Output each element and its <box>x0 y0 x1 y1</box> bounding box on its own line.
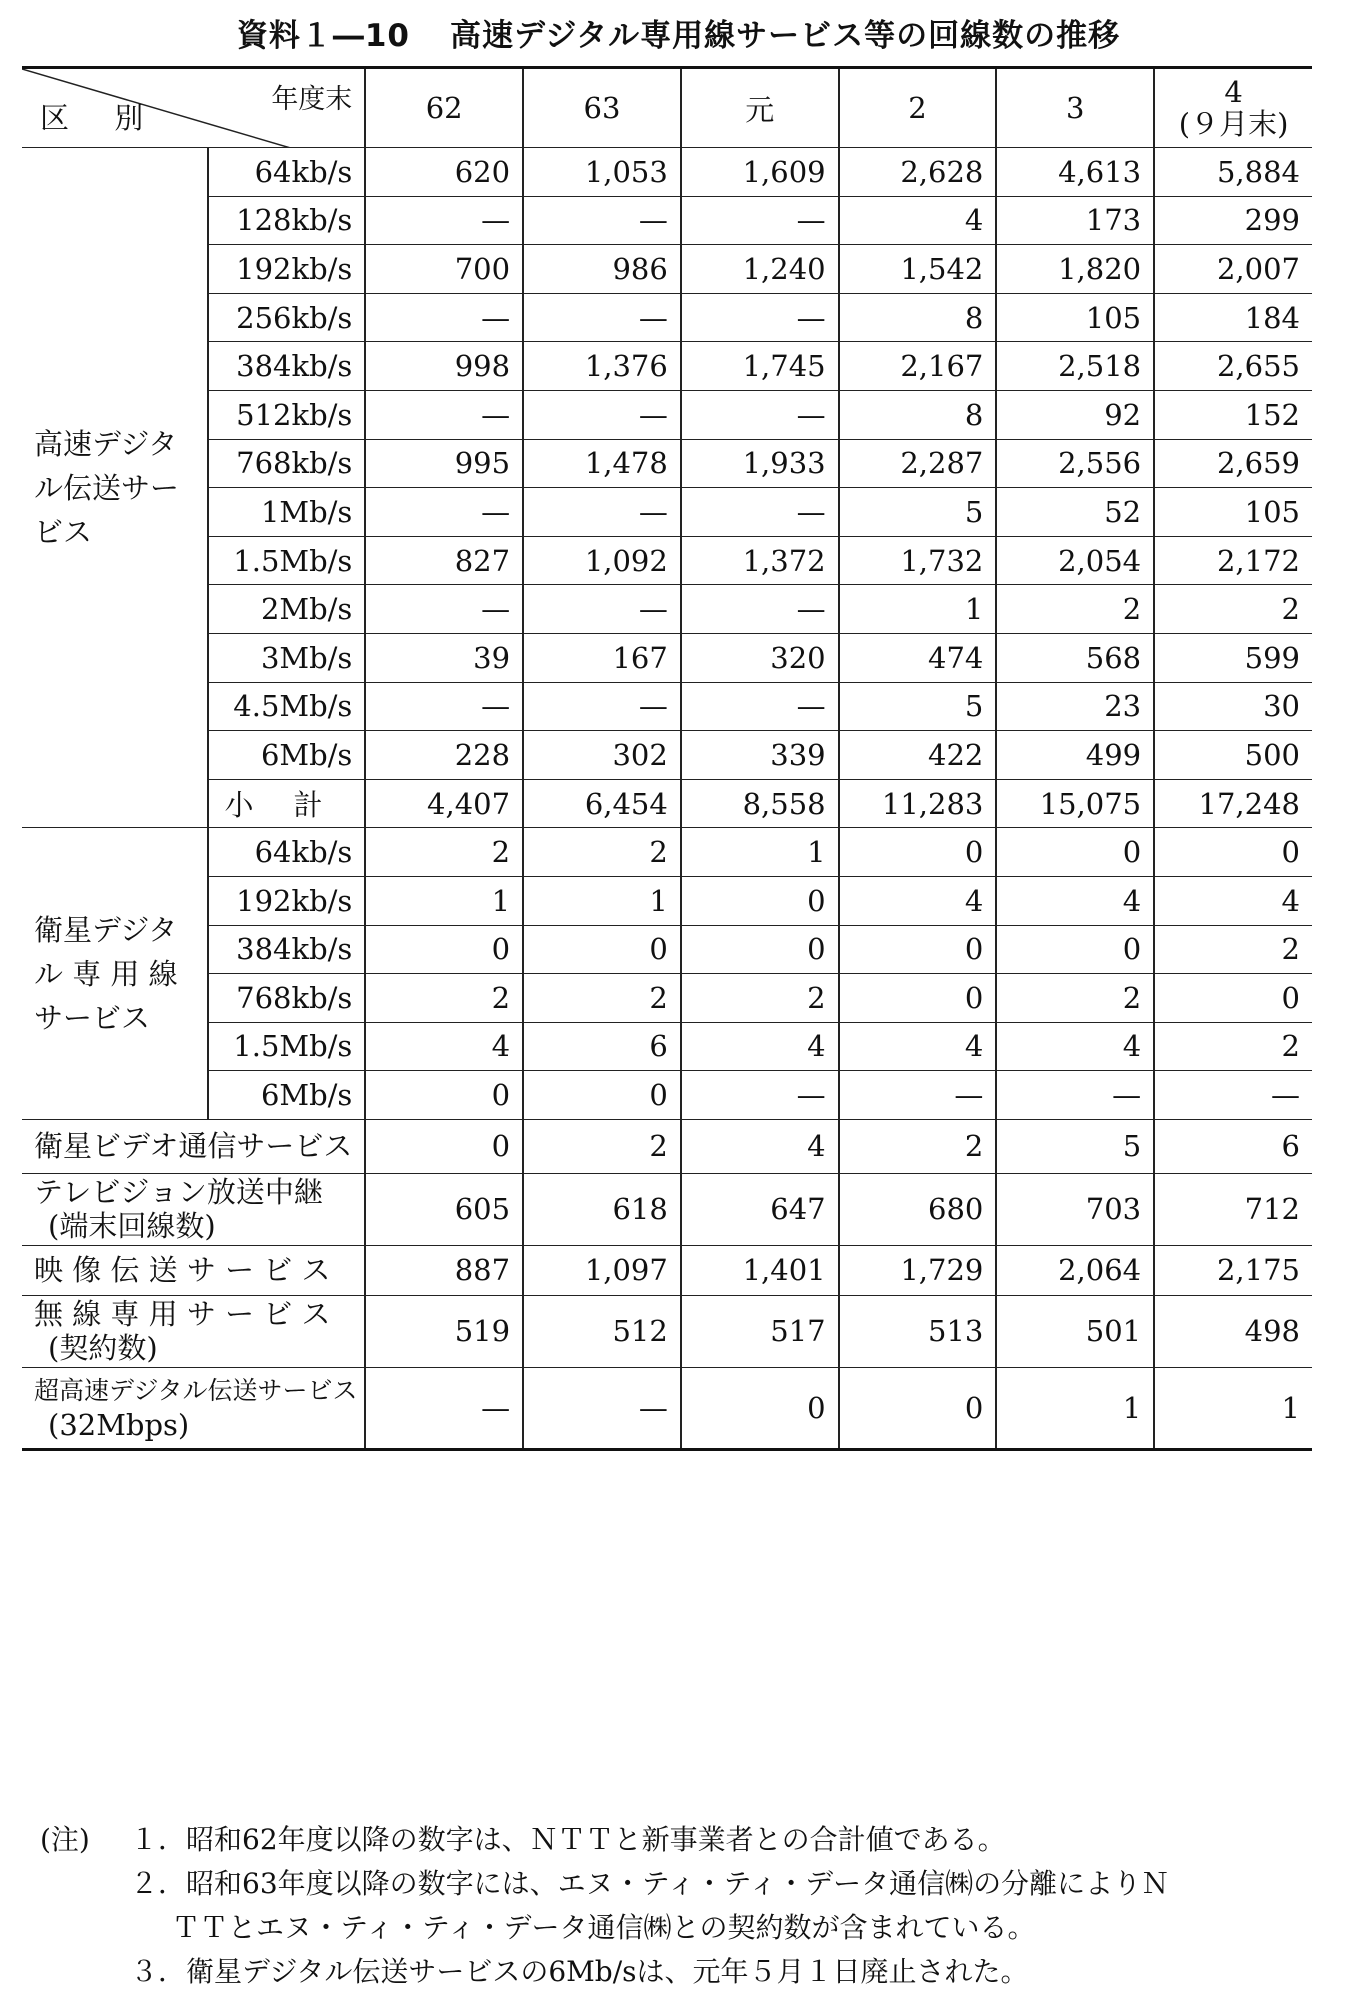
value-cell: 1 <box>839 585 997 634</box>
corner-cell <box>22 68 365 148</box>
rate-label: 256kb/s <box>208 293 366 342</box>
value-cell: — <box>523 390 681 439</box>
value-cell: 0 <box>996 828 1154 877</box>
value-cell: 4 <box>839 196 997 245</box>
value-cell: 2 <box>523 1119 681 1173</box>
value-cell: 52 <box>996 488 1154 537</box>
rate-label: 1.5Mb/s <box>208 1022 366 1071</box>
value-cell: 339 <box>681 731 839 780</box>
rate-label: 192kb/s <box>208 876 366 925</box>
value-cell: 2,518 <box>996 342 1154 391</box>
page-title <box>0 10 1357 55</box>
value-cell: 2 <box>839 1119 997 1173</box>
value-cell: — <box>365 682 523 731</box>
value-cell: 0 <box>839 925 997 974</box>
value-cell: 680 <box>839 1173 997 1245</box>
value-cell: 2,007 <box>1154 245 1312 294</box>
table-row <box>22 245 1312 294</box>
table-row <box>22 876 1312 925</box>
value-cell: 5 <box>839 682 997 731</box>
value-cell: 2 <box>1154 1022 1312 1071</box>
value-cell: — <box>523 682 681 731</box>
value-cell: 15,075 <box>996 779 1154 828</box>
value-cell: 2,628 <box>839 148 997 197</box>
value-cell: 1 <box>365 876 523 925</box>
table-row <box>22 536 1312 585</box>
value-cell: 1,401 <box>681 1245 839 1295</box>
table-row <box>22 293 1312 342</box>
value-cell: 618 <box>523 1173 681 1245</box>
value-cell: 995 <box>365 439 523 488</box>
service-row <box>22 1173 1312 1245</box>
value-cell: 5 <box>839 488 997 537</box>
value-cell: 2 <box>996 585 1154 634</box>
value-cell: — <box>523 585 681 634</box>
note-2: ２．昭和63年度以降の数字には、エヌ・ティ・ティ・データ通信㈱の分離によりＮ <box>130 1867 1170 1900</box>
value-cell: 5 <box>996 1119 1154 1173</box>
value-cell: — <box>365 390 523 439</box>
service-name: 無 線 専 用 サ ー ビ ス <box>34 1297 331 1332</box>
table-row <box>22 439 1312 488</box>
value-cell: 1 <box>996 1367 1154 1449</box>
value-cell: 0 <box>681 1367 839 1449</box>
rate-label: 512kb/s <box>208 390 366 439</box>
value-cell: 4 <box>839 876 997 925</box>
value-cell: 173 <box>996 196 1154 245</box>
value-cell: 2,556 <box>996 439 1154 488</box>
group-label-line: 高速デジタ <box>34 426 178 461</box>
value-cell: 1,478 <box>523 439 681 488</box>
service-label <box>22 1367 365 1449</box>
service-sub: (契約数) <box>48 1331 158 1366</box>
value-cell: 474 <box>839 633 997 682</box>
value-cell: 2 <box>1154 925 1312 974</box>
rate-label: 768kb/s <box>208 439 366 488</box>
table-row <box>22 488 1312 537</box>
year-header: 62 <box>365 68 523 148</box>
year-header: 63 <box>523 68 681 148</box>
value-cell: 1,372 <box>681 536 839 585</box>
value-cell: — <box>365 293 523 342</box>
value-cell: 105 <box>1154 488 1312 537</box>
group-label-line: サービス <box>34 1000 151 1035</box>
value-cell: 2,167 <box>839 342 997 391</box>
value-cell: 302 <box>523 731 681 780</box>
value-cell: — <box>523 488 681 537</box>
table-row <box>22 585 1312 634</box>
table-row <box>22 342 1312 391</box>
value-cell: 1 <box>681 828 839 877</box>
value-cell: 17,248 <box>1154 779 1312 828</box>
value-cell: 1,729 <box>839 1245 997 1295</box>
value-cell: 1,820 <box>996 245 1154 294</box>
value-cell: 0 <box>681 876 839 925</box>
value-cell: 4 <box>1154 876 1312 925</box>
table-row <box>22 974 1312 1023</box>
value-cell: 6 <box>1154 1119 1312 1173</box>
value-cell: 1 <box>1154 1367 1312 1449</box>
value-cell: 1,609 <box>681 148 839 197</box>
group-label-line: 衛星デジタ <box>34 912 178 947</box>
value-cell: 2 <box>523 974 681 1023</box>
value-cell: 0 <box>523 925 681 974</box>
service-name: 映 像 伝 送 サ ー ビ ス <box>34 1253 331 1288</box>
rate-label: 4.5Mb/s <box>208 682 366 731</box>
value-cell: 184 <box>1154 293 1312 342</box>
note-2-cont: ＴＴとエヌ・ティ・ティ・データ通信㈱との契約数が含まれている。 <box>172 1911 1036 1944</box>
value-cell: 320 <box>681 633 839 682</box>
rate-label: 192kb/s <box>208 245 366 294</box>
data-table <box>22 66 1312 1451</box>
value-cell: 2,172 <box>1154 536 1312 585</box>
corner-label: 区 別 <box>40 101 162 135</box>
rate-label: 384kb/s <box>208 925 366 974</box>
table-row <box>22 779 1312 828</box>
note-1-text: １．昭和62年度以降の数字は、ＮＴＴと新事業者との合計値である。 <box>130 1823 1006 1856</box>
rate-label: 64kb/s <box>208 828 366 877</box>
value-cell: 8 <box>839 293 997 342</box>
value-cell: 6,454 <box>523 779 681 828</box>
table-body <box>22 68 1312 1450</box>
value-cell: 1,097 <box>523 1245 681 1295</box>
group-label-line: ル伝送サー <box>34 470 180 505</box>
value-cell: 712 <box>1154 1173 1312 1245</box>
service-sub: (端末回線数) <box>48 1209 216 1244</box>
year-header: 2 <box>839 68 997 148</box>
rate-label: 6Mb/s <box>208 731 366 780</box>
service-sub: (32Mbps) <box>48 1407 190 1442</box>
rate-label: 6Mb/s <box>208 1071 366 1120</box>
value-cell: 4 <box>681 1022 839 1071</box>
value-cell: 0 <box>839 974 997 1023</box>
value-cell: 0 <box>365 925 523 974</box>
value-cell: 4 <box>839 1022 997 1071</box>
value-cell: 647 <box>681 1173 839 1245</box>
value-cell: — <box>681 682 839 731</box>
value-cell: 1 <box>523 876 681 925</box>
service-name: 超高速デジタル伝送サービス <box>34 1375 358 1405</box>
service-label <box>22 1173 365 1245</box>
value-cell: 228 <box>365 731 523 780</box>
service-row <box>22 1245 1312 1295</box>
value-cell: 499 <box>996 731 1154 780</box>
service-label <box>22 1295 365 1367</box>
group-label-line: ル 専 用 線 <box>34 956 178 991</box>
value-cell: 2,655 <box>1154 342 1312 391</box>
value-cell: 1,240 <box>681 245 839 294</box>
value-cell: 0 <box>1154 974 1312 1023</box>
value-cell: 0 <box>365 1071 523 1120</box>
value-cell: 2 <box>365 828 523 877</box>
value-cell: 4 <box>996 1022 1154 1071</box>
value-cell: 8,558 <box>681 779 839 828</box>
value-cell: 2,659 <box>1154 439 1312 488</box>
value-cell: 2,175 <box>1154 1245 1312 1295</box>
value-cell: 2 <box>681 974 839 1023</box>
value-cell: — <box>681 293 839 342</box>
value-cell: 4,407 <box>365 779 523 828</box>
value-cell: 1,542 <box>839 245 997 294</box>
group-label <box>22 828 208 1120</box>
value-cell: 2 <box>523 828 681 877</box>
value-cell: 1,053 <box>523 148 681 197</box>
value-cell: 2 <box>996 974 1154 1023</box>
service-label <box>22 1119 365 1173</box>
value-cell: 512 <box>523 1295 681 1367</box>
rate-label: 1Mb/s <box>208 488 366 537</box>
value-cell: 23 <box>996 682 1154 731</box>
rate-label: 128kb/s <box>208 196 366 245</box>
value-cell: 500 <box>1154 731 1312 780</box>
subtotal-label: 小計 <box>224 788 363 823</box>
note-prefix: (注) <box>40 1823 90 1856</box>
value-cell: 0 <box>996 925 1154 974</box>
table-row <box>22 731 1312 780</box>
value-cell: 2,287 <box>839 439 997 488</box>
value-cell: — <box>681 1071 839 1120</box>
table-row <box>22 148 1312 197</box>
title-text: 高速デジタル専用線サービス等の回線数の推移 <box>450 18 1121 54</box>
value-cell: 998 <box>365 342 523 391</box>
table-row <box>22 633 1312 682</box>
service-row <box>22 1295 1312 1367</box>
note-3: ３．衛星デジタル伝送サービスの6Mb/sは、元年５月１日廃止された。 <box>130 1955 1029 1988</box>
value-cell: 519 <box>365 1295 523 1367</box>
rate-label <box>208 779 366 828</box>
value-cell: 599 <box>1154 633 1312 682</box>
year-header: 元 <box>681 68 839 148</box>
value-cell: 1,092 <box>523 536 681 585</box>
value-cell: — <box>681 390 839 439</box>
value-cell: 2 <box>1154 585 1312 634</box>
value-cell: 0 <box>681 925 839 974</box>
value-cell: — <box>681 196 839 245</box>
table-row <box>22 196 1312 245</box>
value-cell: — <box>681 488 839 537</box>
value-cell: 887 <box>365 1245 523 1295</box>
service-name: 衛星ビデオ通信サービス <box>34 1129 353 1164</box>
group-label-line: ビス <box>34 514 93 549</box>
title-label: 資料１―10 <box>236 18 410 54</box>
value-cell: — <box>523 293 681 342</box>
value-cell: 8 <box>839 390 997 439</box>
year-header: 3 <box>996 68 1154 148</box>
value-cell: — <box>365 585 523 634</box>
service-label <box>22 1245 365 1295</box>
value-cell: 105 <box>996 293 1154 342</box>
value-cell: 986 <box>523 245 681 294</box>
value-cell: 4 <box>681 1119 839 1173</box>
rate-label: 3Mb/s <box>208 633 366 682</box>
value-cell: — <box>365 488 523 537</box>
value-cell: 1,933 <box>681 439 839 488</box>
rate-label: 384kb/s <box>208 342 366 391</box>
value-cell: 1,732 <box>839 536 997 585</box>
service-row <box>22 1367 1312 1449</box>
group-label <box>22 148 208 828</box>
value-cell: 4 <box>365 1022 523 1071</box>
table-row <box>22 925 1312 974</box>
value-cell: 700 <box>365 245 523 294</box>
value-cell: 167 <box>523 633 681 682</box>
value-cell: 39 <box>365 633 523 682</box>
note-1 <box>40 1818 1340 1862</box>
year-header-line2: (９月末) <box>1178 107 1289 141</box>
service-row <box>22 1119 1312 1173</box>
value-cell: 0 <box>523 1071 681 1120</box>
value-cell: — <box>523 1367 681 1449</box>
value-cell: 1,376 <box>523 342 681 391</box>
value-cell: 92 <box>996 390 1154 439</box>
value-cell: 30 <box>1154 682 1312 731</box>
table-row <box>22 682 1312 731</box>
value-cell: 517 <box>681 1295 839 1367</box>
value-cell: 1,745 <box>681 342 839 391</box>
table-row <box>22 390 1312 439</box>
value-cell: — <box>365 196 523 245</box>
value-cell: — <box>365 1367 523 1449</box>
value-cell: 568 <box>996 633 1154 682</box>
value-cell: 703 <box>996 1173 1154 1245</box>
rate-label: 1.5Mb/s <box>208 536 366 585</box>
year-header-line1: 4 <box>1224 75 1243 109</box>
value-cell: 620 <box>365 148 523 197</box>
table-row <box>22 1071 1312 1120</box>
value-cell: 152 <box>1154 390 1312 439</box>
value-cell: — <box>681 585 839 634</box>
value-cell: 0 <box>839 1367 997 1449</box>
corner-year: 年度末 <box>271 84 353 115</box>
value-cell: 0 <box>365 1119 523 1173</box>
header-row <box>22 68 1312 148</box>
value-cell: 513 <box>839 1295 997 1367</box>
table-row <box>22 828 1312 877</box>
value-cell: 2 <box>365 974 523 1023</box>
year-header-last <box>1154 68 1312 148</box>
value-cell: — <box>523 196 681 245</box>
value-cell: 498 <box>1154 1295 1312 1367</box>
table-row <box>22 1022 1312 1071</box>
value-cell: 501 <box>996 1295 1154 1367</box>
value-cell: 0 <box>1154 828 1312 877</box>
value-cell: 4 <box>996 876 1154 925</box>
rate-label: 2Mb/s <box>208 585 366 634</box>
service-name: テレビジョン放送中継 <box>34 1175 323 1210</box>
value-cell: 2,054 <box>996 536 1154 585</box>
value-cell: 605 <box>365 1173 523 1245</box>
value-cell: 2,064 <box>996 1245 1154 1295</box>
value-cell: 422 <box>839 731 997 780</box>
value-cell: — <box>839 1071 997 1120</box>
rate-label: 64kb/s <box>208 148 366 197</box>
value-cell: 4,613 <box>996 148 1154 197</box>
value-cell: 5,884 <box>1154 148 1312 197</box>
value-cell: 299 <box>1154 196 1312 245</box>
rate-label: 768kb/s <box>208 974 366 1023</box>
value-cell: — <box>996 1071 1154 1120</box>
notes <box>40 1818 1340 1994</box>
value-cell: — <box>1154 1071 1312 1120</box>
value-cell: 6 <box>523 1022 681 1071</box>
value-cell: 11,283 <box>839 779 997 828</box>
value-cell: 827 <box>365 536 523 585</box>
value-cell: 0 <box>839 828 997 877</box>
